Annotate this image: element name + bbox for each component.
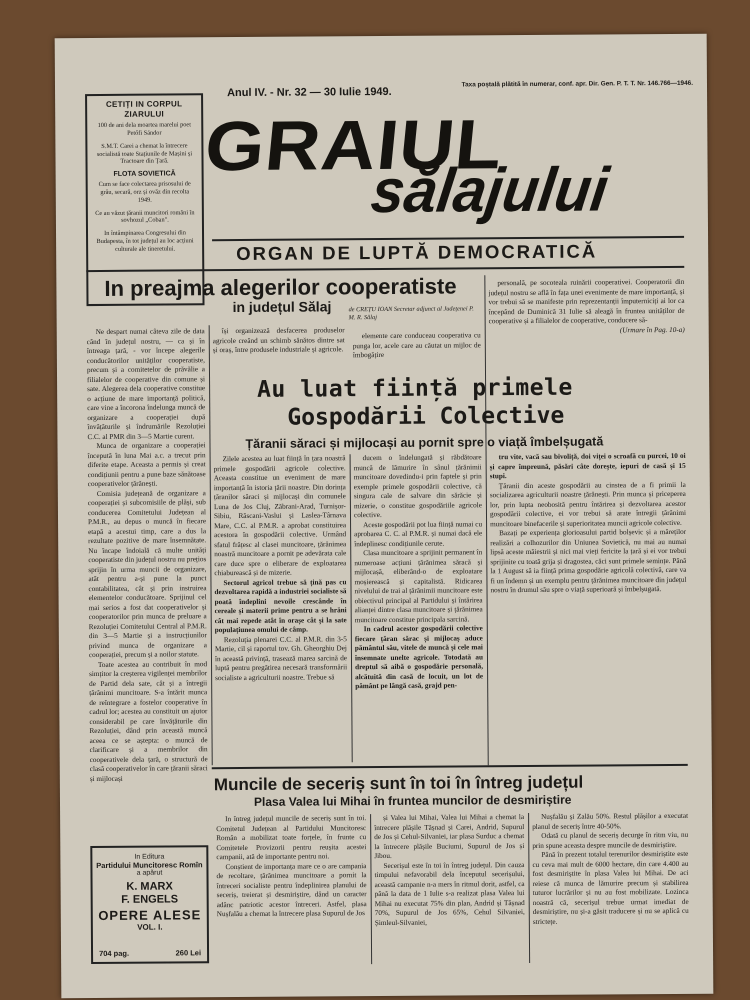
paragraph: Bazați pe experiența glorioasului partid bolșevic și a măreților realizări a colhozurilor din Uniunea Sovietică, nu mai au numai lipsă aceste măiestrii și nici mai vieți fericite la țară și ei vor trebui sprijinite cu toată grija și dragostea, căci sunt primele semințe. Până la 1 August să ia ființă prima gospodărie agricolă colectivă, care va fi un îndemn și un exemplu pentru țărănimea muncitoare din județul nostru în drumul său spre o viață superioară și îmbelșugată. [490,527,687,595]
paragraph: Munca de organizare a cooperației începută în luna Mai a.c. a trecut prin diferite etape. Aceasta a permis și creat condițiunii pentru a pune baze sănătoase cooperativelor țărănești. [87,441,206,489]
paragraph: Comisia județeană de organizare a cooperației și subcomisiile de plăși, sub conducerea Comitetului Județean al P.M.R., au depus o muncă în fiecare etapă a acestui timp, care a dus la rezultate pozitive de mare însemnătate. Nu încape îndoială că multe unități cooperatiste din județul nostru nu prețios sprijin în urma muncii de organizare, atât pentru a-și pune la punct contabilitatea, cât și prin instruirea elementelor conducătoare. Sprijinul cel mai serios a fost dat cooperativelor și cooperatorilor prin munca de preluare a Rezoluției Comitetului Central al P.M.R. din 3—5 Martie și a instrucțiunilor privind munca de organizare a cooperației, precum și a noilor statute. [87,488,207,660]
article3-column-2 [374,813,525,964]
paragraph: elemente care conduceau cooperativa cu punga lor, acele care au căutat un mijloc de îmbogățire [352,331,481,360]
book-ad-title: OPERE ALESE [98,907,202,924]
article3-headline: Muncile de seceriș sunt în toi în întreg județul [213,772,584,795]
column-divider [370,814,372,964]
newspaper-page [55,34,714,999]
paragraph: Clasa muncitoare a sprijinit permanent în numeroase acțiuni țărănimea săracă și mijlocașă, eliberând-o de exploatare moșierească și capitalistă. Ridicarea nivelului de trai al țărănimii muncitoare este obiectivul principal al Partidului și întărirea alianței dintre clasa muncitoare și țărănimea muncitoare constitue principala sarcină. [354,548,483,624]
paragraph: Nușfalău și Zalău 50%. Restul plășilor a executat planul de seceriș între 40-50%. [532,811,689,831]
paragraph: Toate acestea au contribuit în mod simțitor la creșterea vigilenței membrilor de Partid dela sate, cât și a întregii țărănimi muncitoare. S-a întărit munca de reîntegrare a fostelor cooperative în cadrul lor; acestea au constituit un ajutor considerabil pe care învățăturile din Rezoluției, dând prin această muncă aceea ce se aștepta: o muncă de clarificare și a membrilor din cooperativele dela țară, o structură de clasă cooperativelor în care țăranii săraci și mijlocași [89,659,208,783]
book-ad-appeared: a apărut [136,869,163,877]
contents-item: Ce au văzut țăranii muncitori români în sovhozul „Coban". [95,208,195,225]
continuation-note: (Urmare în Pag. 10-a) [619,325,685,334]
organ-tagline: ORGAN DE LUPTĂ DEMOCRATICĂ [236,240,598,265]
article2-headline-line2: Gospodării Colective [287,402,565,431]
article2-column-2 [354,453,484,762]
contents-item: In întâmpinarea Congresului din Budapesta, în tot județul au loc acțiuni culturale ale tineretului. [96,229,194,253]
paragraph: Odată cu planul de seceriș decurge în ritm viu, nu prin spune aceasta despre muncile de desmiriștire. [532,830,689,850]
paragraph: Zilele acestea au luat ființă în țara noastră primele gospodării agricole colective. Aceasta constitue un eveniment de mare importanță în istoria țării noastre. Din dorința țăranilor săraci și mijlocași din comunele Luna de Jos Cluj, Zăbrani-Arad, Turnișor-Sibiu, Răscani-Vaslui și Laslea-Târnava Mare, C.C. al P.M.R. a aprobat constituirea acestora în gospodării colective. Urmând sfatul frățesc al clasei muncitoare, țărănimea noastră muncitoare a pornit pe adevărata cale care duce spre o eliberare de exploatarea chiaburească și de mizerie. [213,454,347,578]
book-ad-editura: In Editura [134,853,165,861]
article2-column-3 [490,452,688,761]
book-ad-author: K. MARX [126,880,173,893]
article1-column-1 [87,327,209,840]
contents-flota-label: FLOTA SOVIETICĂ [113,170,176,179]
masthead-subtitle: sălajului [367,155,613,227]
paragraph: personală, pe socoteala ruinării cooperativei. Cooperatorii din județul nostru se află în fața unei evenimente de mare importanță, și vor trebui să se manifeste prin reprezentanții împuterniciți ai lor ca începând de Duminică 31 Iulie să aleagă în fruntea unităților de cooperative și a filialelor de cooperative, conducere să- [488,277,685,326]
paragraph: In întreg județul muncile de seceriș sunt în toi. Comitetul Județean al Partidului Muncitoresc Român a mobilizat toate forțele, în frunte cu Comitetele Provizorii pentru reușita acestei campanii, ată de importante pentru noi. [216,814,367,862]
book-ad-volume: VOL. I. [137,922,163,933]
book-ad-author: F. ENGELS [121,893,179,906]
contents-item: Cum se face colectarea prisosului de grâu, secară, orz și ovăz din recolta 1949. [98,180,191,204]
book-ad-pages: 704 pag. [99,948,130,958]
article3-subhead: Plasa Valea lui Mihai în fruntea muncilor de desmiriștire [253,792,572,809]
column-divider [528,813,530,963]
book-advertisement [90,845,209,964]
paragraph: Ne despart numai câteva zile de data când în județul nostru, — ca și în întreaga țară, - vor începe alegerile conducătorilor unităților cooperatiste, precum și a comitetelor de prăvălie a filialelor de cooperative din comune și sate. Alegerea dela cooperative constitue o acțiune de mare importanță politică, care vine a încorona îndelunga muncă de organizare a cooperației după învățăturile și îndrumările Rezoluției C.C. al PMR din 3—5 Martie curent. [86,327,206,441]
column-divider [350,454,353,762]
contents-box [85,93,204,306]
book-ad-publisher: Partidului Muncitoresc Romîn [96,860,203,871]
paragraph: Până în prezent totalul terenurilor desmiriștite este cu ceva mai mult de 6000 hectare, din care 4.400 au fost desmiriștite în plasa Valea lui Mihai. De aci reiese că munca de lămurire precum și stabilirea tuturor lucrărilor și nu au fost mobilizate. Lozinca noastră că, secerișul trebue urmat imediat de desmiriștire, nu și-a găsit traducere și nu se aplică cu strictețe. [532,849,689,926]
article1-byline: de CREȚU IOAN Secretar adjunct al Județenei P. M. R. Sălaj [348,305,474,322]
paragraph: ducem o îndelungată și răbdătoare muncă de lămurire în sânul țărănimii muncitoare dovedindu-i prin faptele și prin exemple primele gospodării colective, că singura cale de salvare din sărăcie și mizerie, o constitue gospodăriile agricole colective. [353,453,482,520]
masthead-title: GRAIUL [201,105,507,186]
article3-column-1 [216,814,367,965]
paragraph: Țăranii din aceste gospodării au cinstea de a fi primii la socializarea agriculturii noastre țărănești. Prin munca și priceperea lor, prin lupta neobosită pentru întărirea și dezvoltarea acestor gospodării colective, ei vor trebui să arate întregii țărănimi muncitoare binefacerile și superioritatea muncii agricole colective. [489,480,687,528]
paragraph: Conștient de importanța mare ce o are campania de recoltare, țărănimea muncitoare a pornit la întreceri socialiste pentru îndeplinirea planului de seceriș, treierat și desmiriștire, dând un caracter adânc patriotic acestor întreceri. Astfel, plasa Nușfalău a chemat la întrecere plasa Supurul de Jos [216,861,367,919]
article1-headline: In preajma alegerilor cooperatiste [104,273,457,301]
paragraph: își organizează desfacerea produselor agricole creând un schimb sănătos dintre sat și oraș, între produsele industriale și agricole. [212,326,345,355]
divider [212,236,684,241]
issue-line: Anul IV. - Nr. 32 — 30 Iulie 1949. [227,85,392,100]
paragraph: Aceste gospodării pot lua ființă numai cu aprobarea C. C. al P.M.R. și numai dacă ele îndeplinesc condițiunile cerute. [354,519,483,548]
divider [212,764,688,769]
article2-subhead: Țăranii săraci și mijlocași au pornit spre o viață îmbelșugată [245,434,604,451]
book-ad-footer [99,948,201,958]
article1-column-2 [213,326,345,373]
book-ad-price: 260 Lei [175,948,202,958]
article1-subhead: in județul Sălaj [232,298,332,316]
column-divider [209,325,213,765]
paragraph: Secerișul este în toi în întreg județul. Din cauza timpului nefavorabil dela începutul secerișului, această campanie n-a mers în ritmul dorit, astfel, ca până la data de 1 Iulie s-a realizat plasa Valea lui Mihai nu executat 75% din plan, Andrid și Tășnad 70%, Supurul de Jos 65%, Cehul Silvaniei, Șimleul-Silvaniei, [374,860,525,927]
paragraph: In cadrul acestor gospodării colective fiecare țăran sărac și mijlocaș aduce pământul său, vitele de muncă și cele mai însemnate unelte agricole. Totodată au dreptul să aibă o gospodărie personală, alcătuită din casă de locuit, un lot de pământ pe lângă casă, grajd pen- [354,624,484,691]
contents-item: S.M.T. Carei a chemat la întrecere socialistă toate Stațiunile de Mașini și Tractoare din Țară. [96,142,193,166]
article2-headline-line1: Au luat ființă primele [257,374,573,403]
paragraph: și Valea lui Mihai, Valea lui Mihai a chemat la întrecere plășile Tășnad și Carei, Andrid, Supurul de Jos și Cehul-Silvaniei, iar plasa Surduc a chemat la întrecere plășile Buciumi, Supurul de Jos și Jibou. [374,813,525,861]
postal-tax-note: Taxa poștală plătită în numerar, conf. apr. Dir. Gen. P. T. T. Nr. 146.766—1946. [461,79,694,89]
contents-title: CETIȚI IN CORPUL ZIARULUI [105,99,183,119]
paragraph: Rezoluția plenarei C.C. al P.M.R. din 3-5 Martie, cil și raportul tov. Gh. Gheorghiu Dej în această privință, trasează marea sarcină de luptă pentru pregătirea necesară transformării socialiste a agriculturii noastre. Trebue să [214,634,348,682]
article1-column-4 [488,278,685,361]
article1-column-3 [353,331,481,372]
paragraph: Sectorul agricol trebue să țină pas cu dezvoltarea rapidă a industriei socialiste să poată îndeplini nevoile crescânde în cereale și materii prime pentru a se hrăni cât mai repede atât în orașe cât și la sate populațiunea omului de câmp. [214,577,347,635]
contents-item: 100 de ani dela moartea marelui poet Petőfi Sándor [97,121,191,137]
article2-column-1 [214,454,348,763]
article3-column-3 [532,812,689,963]
paragraph: tru vite, vacă sau bivoliță, doi viței o scroafă cu purcei, 10 oi și capre împreună, păsări câte dorește, iepuri de casă și 15 stupi. [489,451,686,481]
